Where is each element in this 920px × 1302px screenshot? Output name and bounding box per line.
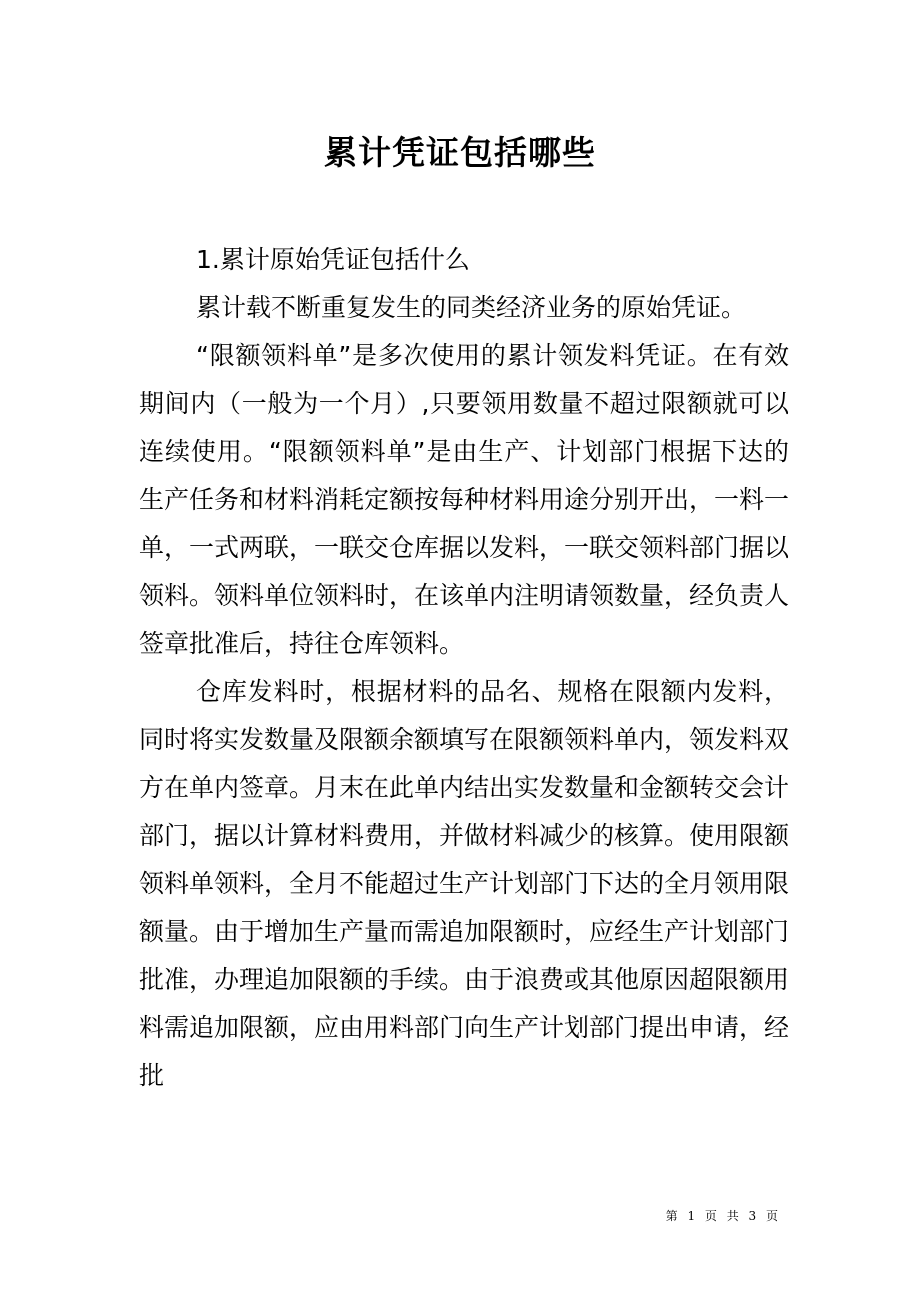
document-title: 累计凭证包括哪些 [324,133,596,172]
paragraph: “限额领料单”是多次使用的累计领发料凭证。在有效期间内（一般为一个月）,只要领用数量不超过限额就可以连续使用。“限额领料单”是由生产、计划部门根据下达的生产任务和材料消耗定额按每种材料用途分别开出，一料一单，一式两联，一联交仓库据以发料，一联交领料部门据以领料。领料单位领料时，在该单内注明请领数量，经负责人签章批准后，持往仓库领料。 [139,341,790,658]
paragraph: 累计载不断重复发生的同类经济业务的原始凭证。 [196,293,747,322]
page-number: 第 1 页 共 3 页 [665,1209,781,1223]
section-heading: 1.累计原始凭证包括什么 [196,245,470,274]
document-body [139,236,789,1100]
paragraph: 仓库发料时，根据材料的品名、规格在限额内发料，同时将实发数量及限额余额填写在限额领料单内，领发料双方在单内签章。月末在此单内结出实发数量和金额转交会计部门，据以计算材料费用，并做材料减少的核算。使用限额领料单领料，全月不能超过生产计划部门下达的全月领用限额量。由于增加生产量而需追加限额时，应经生产计划部门批准，办理追加限额的手续。由于浪费或其他原因超限额用料需追加限额，应由用料部门向生产计划部门提出申请，经批 [139,677,790,1090]
